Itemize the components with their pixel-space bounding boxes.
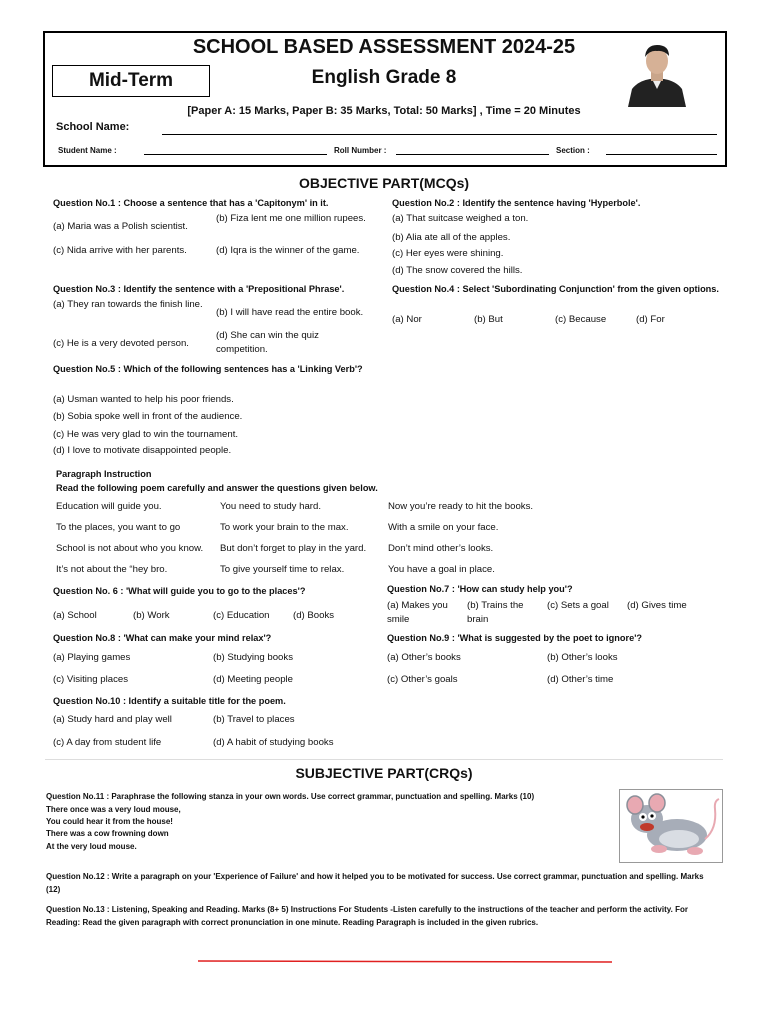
q2-option-d[interactable]: (d) The snow covered the hills. xyxy=(392,265,523,276)
q10-option-d[interactable]: (d) A habit of studying books xyxy=(213,737,334,748)
paragraph-instruction: Read the following poem carefully and answer the questions given below. xyxy=(56,483,378,493)
question-10: Question No.10 : Identify a suitable title for the poem. xyxy=(53,696,286,706)
q9-option-d[interactable]: (d) Other’s time xyxy=(547,674,614,685)
q1-option-d[interactable]: (d) Iqra is the winner of the game. xyxy=(216,245,360,256)
page-title: SCHOOL BASED ASSESSMENT 2024-25 xyxy=(192,36,576,58)
question-1: Question No.1 : Choose a sentence that has a 'Capitonym' in it. xyxy=(53,198,329,208)
poem-line: To the places, you want to go xyxy=(56,522,181,533)
term-label: Mid-Term xyxy=(52,65,210,97)
section-divider xyxy=(45,759,723,760)
roll-number-field[interactable] xyxy=(396,154,549,155)
q5-option-d[interactable]: (d) I love to motivate disappointed people. xyxy=(53,445,232,456)
section-field[interactable] xyxy=(606,154,717,155)
q7-option-b[interactable]: (b) Trains the brain xyxy=(467,600,524,625)
question-12: Question No.12 : Write a paragraph on your 'Experience of Failure' and how it helped you to be motivated for success. Use correct grammar, punctuation and spelling. Marks (12) xyxy=(46,872,704,894)
q3-option-c[interactable]: (c) He is a very devoted person. xyxy=(53,338,189,349)
poem-line: School is not about who you know. xyxy=(56,543,204,554)
q1-option-c[interactable]: (c) Nida arrive with her parents. xyxy=(53,245,187,256)
q9-option-c[interactable]: (c) Other’s goals xyxy=(387,674,458,685)
q7-option-a[interactable]: (a) Makes you smile xyxy=(387,600,448,625)
section-label: Section : xyxy=(556,146,590,155)
question-7: Question No.7 : 'How can study help you'? xyxy=(387,584,573,594)
q6-option-a[interactable]: (a) School xyxy=(53,610,97,621)
poem-line: It’s not about the “hey bro. xyxy=(56,564,168,575)
student-name-label: Student Name : xyxy=(58,146,117,155)
q2-option-c[interactable]: (c) Her eyes were shining. xyxy=(392,248,504,259)
question-2: Question No.2 : Identify the sentence having 'Hyperbole'. xyxy=(392,198,641,208)
marks-info: [Paper A: 15 Marks, Paper B: 35 Marks, Total: 50 Marks] , Time = 20 Minutes xyxy=(187,105,581,117)
q4-option-a[interactable]: (a) Nor xyxy=(392,314,422,325)
q4-option-c[interactable]: (c) Because xyxy=(555,314,607,325)
roll-number-label: Roll Number : xyxy=(334,146,387,155)
q2-option-a[interactable]: (a) That suitcase weighed a ton. xyxy=(392,213,529,224)
q4-option-b[interactable]: (b) But xyxy=(474,314,503,325)
q3-option-b[interactable]: (b) I will have read the entire book. xyxy=(216,307,364,318)
subjective-title: SUBJECTIVE PART(CRQs) xyxy=(295,765,473,781)
objective-title: OBJECTIVE PART(MCQs) xyxy=(298,175,470,191)
q5-option-b[interactable]: (b) Sobia spoke well in front of the audience. xyxy=(53,411,243,422)
q1-option-b[interactable]: (b) Fiza lent me one million rupees. xyxy=(216,213,366,224)
q6-option-c[interactable]: (c) Education xyxy=(213,610,270,621)
q10-option-c[interactable]: (c) A day from student life xyxy=(53,737,162,748)
question-5: Question No.5 : Which of the following sentences has a 'Linking Verb'? xyxy=(53,364,363,374)
question-4: Question No.4 : Select 'Subordinating Conjunction' from the given options. xyxy=(392,284,719,294)
q8-option-b[interactable]: (b) Studying books xyxy=(213,652,293,663)
poem-line: With a smile on your face. xyxy=(388,522,499,533)
poem-line: You need to study hard. xyxy=(220,501,321,512)
school-name-field[interactable] xyxy=(162,134,717,135)
school-name-label: School Name: xyxy=(56,121,130,133)
red-divider-line xyxy=(198,960,612,963)
q10-option-a[interactable]: (a) Study hard and play well xyxy=(53,714,172,725)
q3-option-d[interactable]: (d) She can win the quiz competition. xyxy=(216,330,319,355)
q4-option-d[interactable]: (d) For xyxy=(636,314,665,325)
poem-line: Now you’re ready to hit the books. xyxy=(388,501,534,512)
q9-option-b[interactable]: (b) Other’s looks xyxy=(547,652,618,663)
q3-option-a[interactable]: (a) They ran towards the finish line. xyxy=(53,299,203,310)
q10-option-b[interactable]: (b) Travel to places xyxy=(213,714,295,725)
q6-option-d[interactable]: (d) Books xyxy=(293,610,335,621)
mouse-illustration xyxy=(619,789,723,863)
q7-option-c[interactable]: (c) Sets a goal xyxy=(547,600,609,611)
question-11: Question No.11 : Paraphrase the following stanza in your own words. Use correct grammar, punctuation and spelling. Marks (10) xyxy=(46,792,535,801)
poem-line: Don’t mind other’s looks. xyxy=(388,543,494,554)
poem-line: To work your brain to the max. xyxy=(220,522,349,533)
question-9: Question No.9 : 'What is suggested by the poet to ignore'? xyxy=(387,633,642,643)
question-8: Question No.8 : 'What can make your mind relax'? xyxy=(53,633,272,643)
page-subtitle: English Grade 8 xyxy=(311,67,457,88)
q8-option-d[interactable]: (d) Meeting people xyxy=(213,674,293,685)
stanza-line: There was a cow frowning down xyxy=(46,829,169,838)
q9-option-a[interactable]: (a) Other’s books xyxy=(387,652,461,663)
stanza-line: There once was a very loud mouse, xyxy=(46,805,181,814)
q5-option-a[interactable]: (a) Usman wanted to help his poor friends. xyxy=(53,394,234,405)
student-name-field[interactable] xyxy=(144,154,327,155)
paragraph-heading: Paragraph Instruction xyxy=(56,469,152,479)
q1-option-a[interactable]: (a) Maria was a Polish scientist. xyxy=(53,221,188,232)
poem-line: To give yourself time to relax. xyxy=(220,564,345,575)
question-3: Question No.3 : Identify the sentence with a 'Prepositional Phrase'. xyxy=(53,284,345,294)
poem-line: You have a goal in place. xyxy=(388,564,495,575)
author-photo xyxy=(624,41,690,107)
poem-line: But don’t forget to play in the yard. xyxy=(220,543,367,554)
poem-line: Education will guide you. xyxy=(56,501,162,512)
q5-option-c[interactable]: (c) He was very glad to win the tournament. xyxy=(53,429,239,440)
q8-option-a[interactable]: (a) Playing games xyxy=(53,652,131,663)
question-13: Question No.13 : Listening, Speaking and Reading. Marks (8+ 5) Instructions For Students -Listen carefully to the instructions of the teacher and perform the activity. For Reading: Read the given paragraph with correct pronunciation in one minute. Reading Paragraph is included in the given rubrics. xyxy=(46,905,688,927)
q2-option-b[interactable]: (b) Alia ate all of the apples. xyxy=(392,232,511,243)
question-6: Question No. 6 : 'What will guide you to go to the places'? xyxy=(53,586,306,596)
q6-option-b[interactable]: (b) Work xyxy=(133,610,170,621)
q8-option-c[interactable]: (c) Visiting places xyxy=(53,674,129,685)
stanza-line: At the very loud mouse. xyxy=(46,842,137,851)
q7-option-d[interactable]: (d) Gives time xyxy=(627,600,687,611)
stanza-line: You could hear it from the house! xyxy=(46,817,173,826)
